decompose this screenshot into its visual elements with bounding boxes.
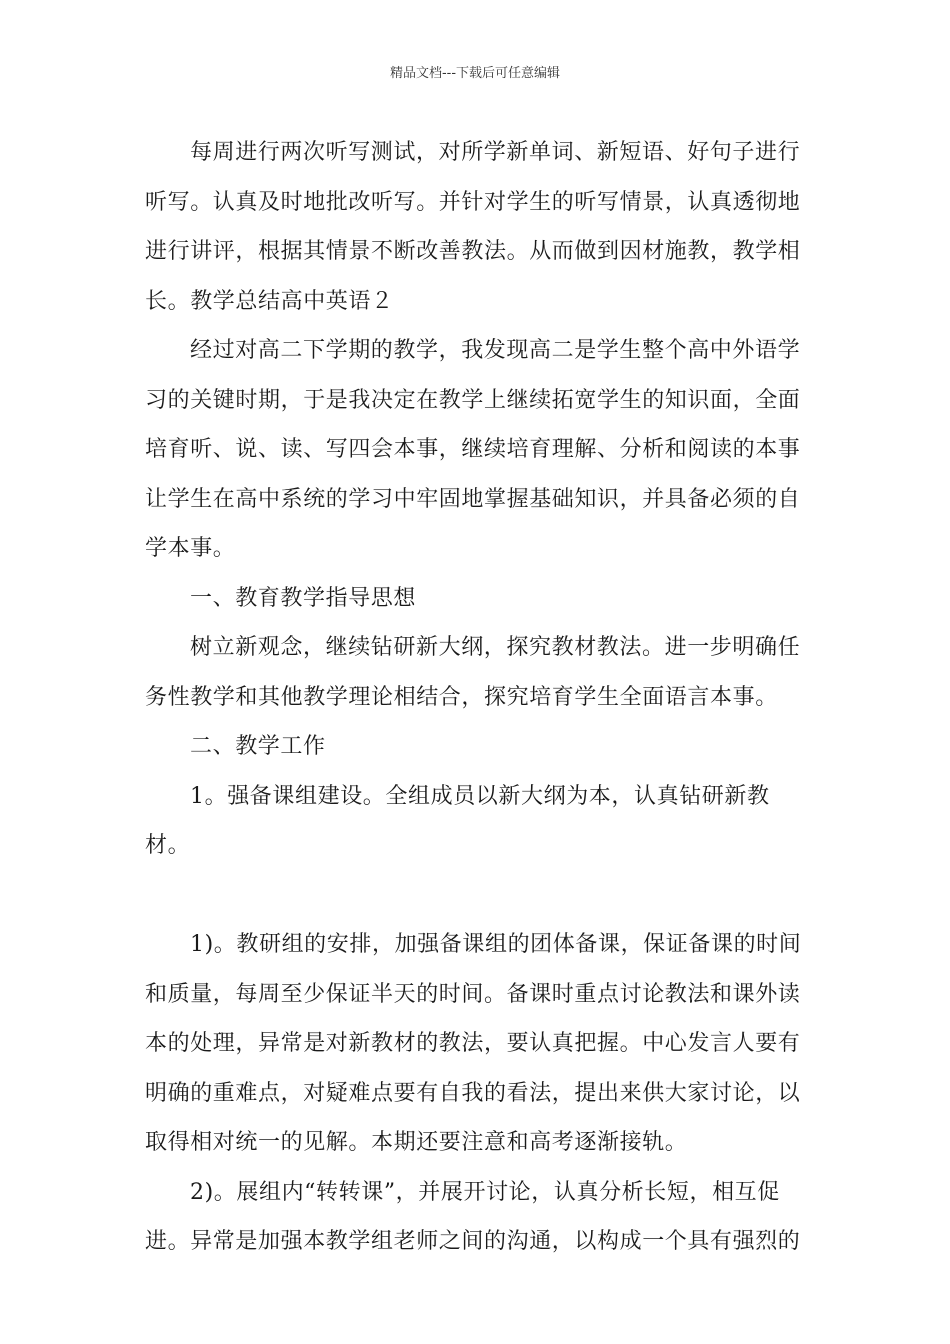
paragraph-subitem-2: 2)。展组内“转转课”，并展开讨论，认真分析长短，相互促进。异常是加强本教学组老师之间的沟通，以构成一个具有强烈的: [145, 1179, 801, 1254]
paragraph-intro: 经过对高二下学期的教学，我发现高二是学生整个高中外语学习的关键时期，于是我决定在教学上继续拓宽学生的知识面，全面培育听、说、读、写四会本事，继续培育理解、分析和阅读的本事让学生在高中系统的学习中牢固地掌握基础知识，并具备必须的自学本事。: [145, 338, 801, 561]
paragraph-guiding-thought: 树立新观念，继续钻研新大纲，探究教材教法。进一步明确任务性教学和其他教学理论相结合，探究培育学生全面语言本事。: [145, 635, 801, 710]
paragraph-item-1: 1。强备课组建设。全组成员以新大纲为本，认真钻研新教材。: [145, 783, 770, 858]
blank-line: [145, 871, 807, 921]
document-body: [145, 128, 807, 1267]
paragraph-dictation: 每周进行两次听写测试，对所学新单词、新短语、好句子进行听写。认真及时地批改听写。并针对学生的听写情景，认真透彻地进行讲评，根据其情景不断改善教法。从而做到因材施教，教学相长。教学总结高中英语２: [145, 140, 801, 314]
page-header: 精品文档---下载后可任意编辑: [389, 66, 561, 81]
paragraph-subitem-1: 1)。教研组的安排，加强备课组的团体备课，保证备课的时间和质量，每周至少保证半天的时间。备课时重点讨论教法和课外读本的处理，异常是对新教材的教法，要认真把握。中心发言人要有明确的重难点，对疑难点要有自我的看法，提出来供大家讨论，以取得相对统一的见解。本期还要注意和高考逐渐接轨。: [145, 932, 802, 1155]
section-heading-teaching-work: 二、教学工作: [190, 734, 326, 759]
section-heading-guiding-thought: 一、教育教学指导思想: [190, 585, 417, 611]
